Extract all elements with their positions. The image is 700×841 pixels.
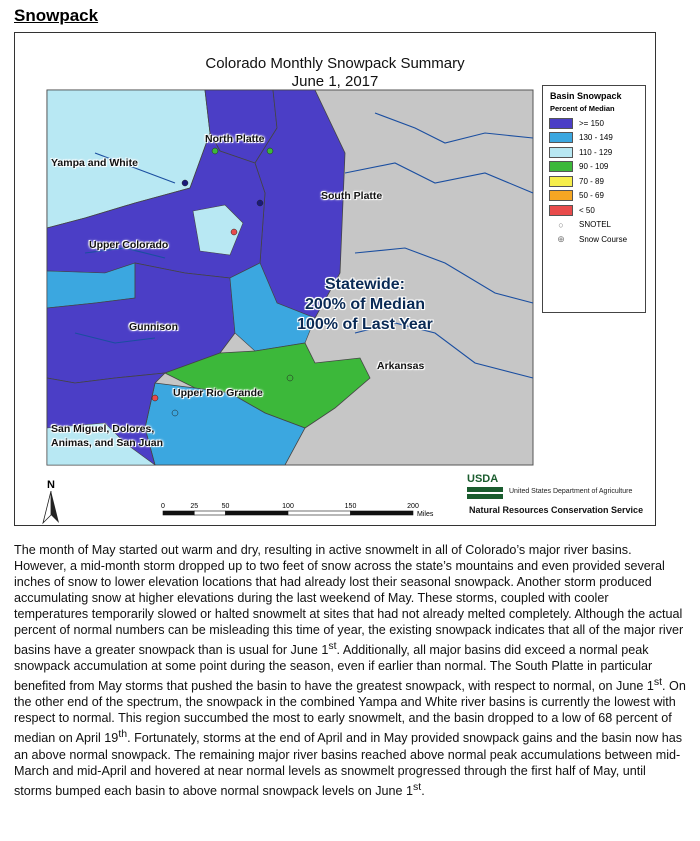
north-arrow-icon: [41, 491, 61, 525]
basin-label-north-platte: North Platte: [205, 133, 265, 145]
legend-class-label: 90 - 109: [579, 162, 609, 172]
legend-swatch: [549, 147, 573, 158]
diamond-circle-icon: ⊕: [557, 233, 565, 244]
basin-label-san-miguel: San Miguel, Dolores,: [51, 423, 155, 435]
scale-tick-label: 200: [407, 503, 419, 510]
para-sup-1: st: [328, 640, 337, 652]
legend-symbol-label: SNOTEL: [579, 220, 612, 230]
legend-symbol-label: Snow Course: [579, 234, 628, 244]
legend-class-row: [549, 189, 645, 204]
usda-logo-graphic: [467, 487, 503, 501]
nrcs-name: Natural Resources Conservation Service: [469, 505, 644, 515]
section-heading: Snowpack: [14, 6, 99, 25]
scale-tick-label: 50: [221, 503, 230, 510]
circle-icon: ○: [558, 219, 564, 230]
scale-segment: [163, 511, 194, 515]
agency-block: [467, 473, 657, 521]
legend-swatch: [549, 118, 573, 129]
north-label: N: [47, 479, 55, 491]
scale-bar: [155, 499, 445, 534]
legend-class-row: [549, 160, 645, 175]
scale-tick-label: 25: [190, 503, 199, 510]
statewide-median: 200% of Median: [304, 296, 426, 313]
basin-label-arkansas: Arkansas: [377, 360, 425, 372]
snowpack-paragraph: [14, 542, 686, 799]
usda-department: United States Department of Agriculture: [509, 488, 633, 495]
legend-symbol-row: [549, 218, 645, 233]
legend-class-label: 110 - 129: [579, 147, 613, 157]
legend-swatch: [549, 161, 573, 172]
para-num-4: 1: [406, 783, 414, 798]
para-sup-3: th: [118, 728, 128, 741]
map-title: Colorado Monthly Snowpack Summary: [205, 55, 465, 72]
legend-swatch: [549, 132, 573, 143]
para-seg-4: . Fortunately, storms at the end of April and in May provided snowpack gains and the basin now has an above normal snowpack. The remaining major river basins reached above normal peak accumulations between mid-March and mid-April and hovered at near normal levels as snowmelt progressed through the first half of May, until storms bumped each basin to above normal snowpack levels on June: [14, 731, 682, 798]
basin-label-gunnison: Gunnison: [129, 321, 178, 333]
para-sup-4: st: [413, 780, 422, 793]
basin-label-yampa-white: Yampa and White: [51, 157, 138, 169]
legend-symbol-row: [549, 232, 645, 247]
paragraph-text: [14, 542, 686, 799]
statewide-label: Statewide:: [324, 276, 405, 293]
legend-swatch: [549, 176, 573, 187]
scale-segment: [351, 511, 414, 515]
basin-label-upper-colorado: Upper Colorado: [89, 239, 169, 251]
para-sup-2: st: [653, 676, 663, 689]
legend-class-label: 50 - 69: [579, 191, 604, 201]
legend-class-label: >= 150: [579, 118, 604, 128]
snowpack-map-figure: [14, 32, 656, 526]
legend-class-row: [549, 145, 645, 160]
scale-tick-label: 150: [344, 503, 357, 510]
scale-segment: [194, 511, 225, 515]
legend-class-label: < 50: [579, 205, 595, 215]
statewide-last-year: 100% of Last Year: [297, 316, 433, 333]
para-num-2: 1: [646, 679, 654, 694]
scale-unit-label: Miles: [417, 511, 434, 518]
legend-class-row: [549, 116, 645, 131]
basin-label-upper-rio-grande: Upper Rio Grande: [173, 387, 263, 399]
legend-swatch: [549, 205, 573, 216]
map-date: June 1, 2017: [291, 73, 379, 90]
scale-tick-label: 0: [161, 503, 165, 510]
map-legend: [542, 85, 646, 313]
para-seg-5: .: [421, 783, 425, 798]
para-seg-2: . Additionally, all major basins did exceed a normal peak snowpack accumulation at some point during the season, even if earlier than normal. The South Platte in particular benefited from May storms that pushed the basin to have the greatest snowpack, with respect to normal, on June: [14, 643, 653, 694]
basin-label-animas-san-juan: Animas, and San Juan: [51, 437, 164, 449]
para-seg-3: . On the other end of the spectrum, the snowpack in the combined Yampa and White river basins is currently the lowest with respect to normal. This region succumbed the most to early snowmelt, and the basin dropped to a low of 68 percent of median on April 19: [14, 679, 686, 746]
legend-class-row: [549, 203, 645, 218]
north-arrow: [41, 479, 61, 528]
legend-class-row: [549, 131, 645, 146]
legend-class-row: [549, 174, 645, 189]
usda-logo: USDA: [467, 473, 499, 485]
legend-class-label: 130 - 149: [579, 133, 613, 143]
legend-class-label: 70 - 89: [579, 176, 604, 186]
scale-segment: [288, 511, 351, 515]
legend-title: Basin Snowpack: [550, 91, 622, 101]
legend-subtitle: Percent of Median: [550, 104, 615, 113]
legend-swatch: [549, 190, 573, 201]
para-num-1: 1: [321, 643, 329, 658]
scale-segment: [226, 511, 289, 515]
basin-label-south-platte: South Platte: [321, 190, 383, 202]
scale-tick-label: 100: [282, 503, 294, 510]
scale-bar-graphic: [155, 499, 445, 529]
para-seg-1: The month of May started out warm and dry, resulting in active snowmelt in all of Colorado’s major river basins. However, a mid-month storm dropped up to two feet of snow across the state’s mountains and even provided several inches of snow to lower elevation locations that had already lost their seasonal snowpack. Another storm produced accumulating snow at higher elevations during the last weekend of May. These storms, coupled with cooler temperatures temporarily slowed or halted snowmelt at sites that had not already melted completely. Although the actual percent of normal numbers can be misleading this time of year, the existing snowpack indicates that all of the major river basins have a greater snowpack than is usual for June: [14, 543, 684, 658]
